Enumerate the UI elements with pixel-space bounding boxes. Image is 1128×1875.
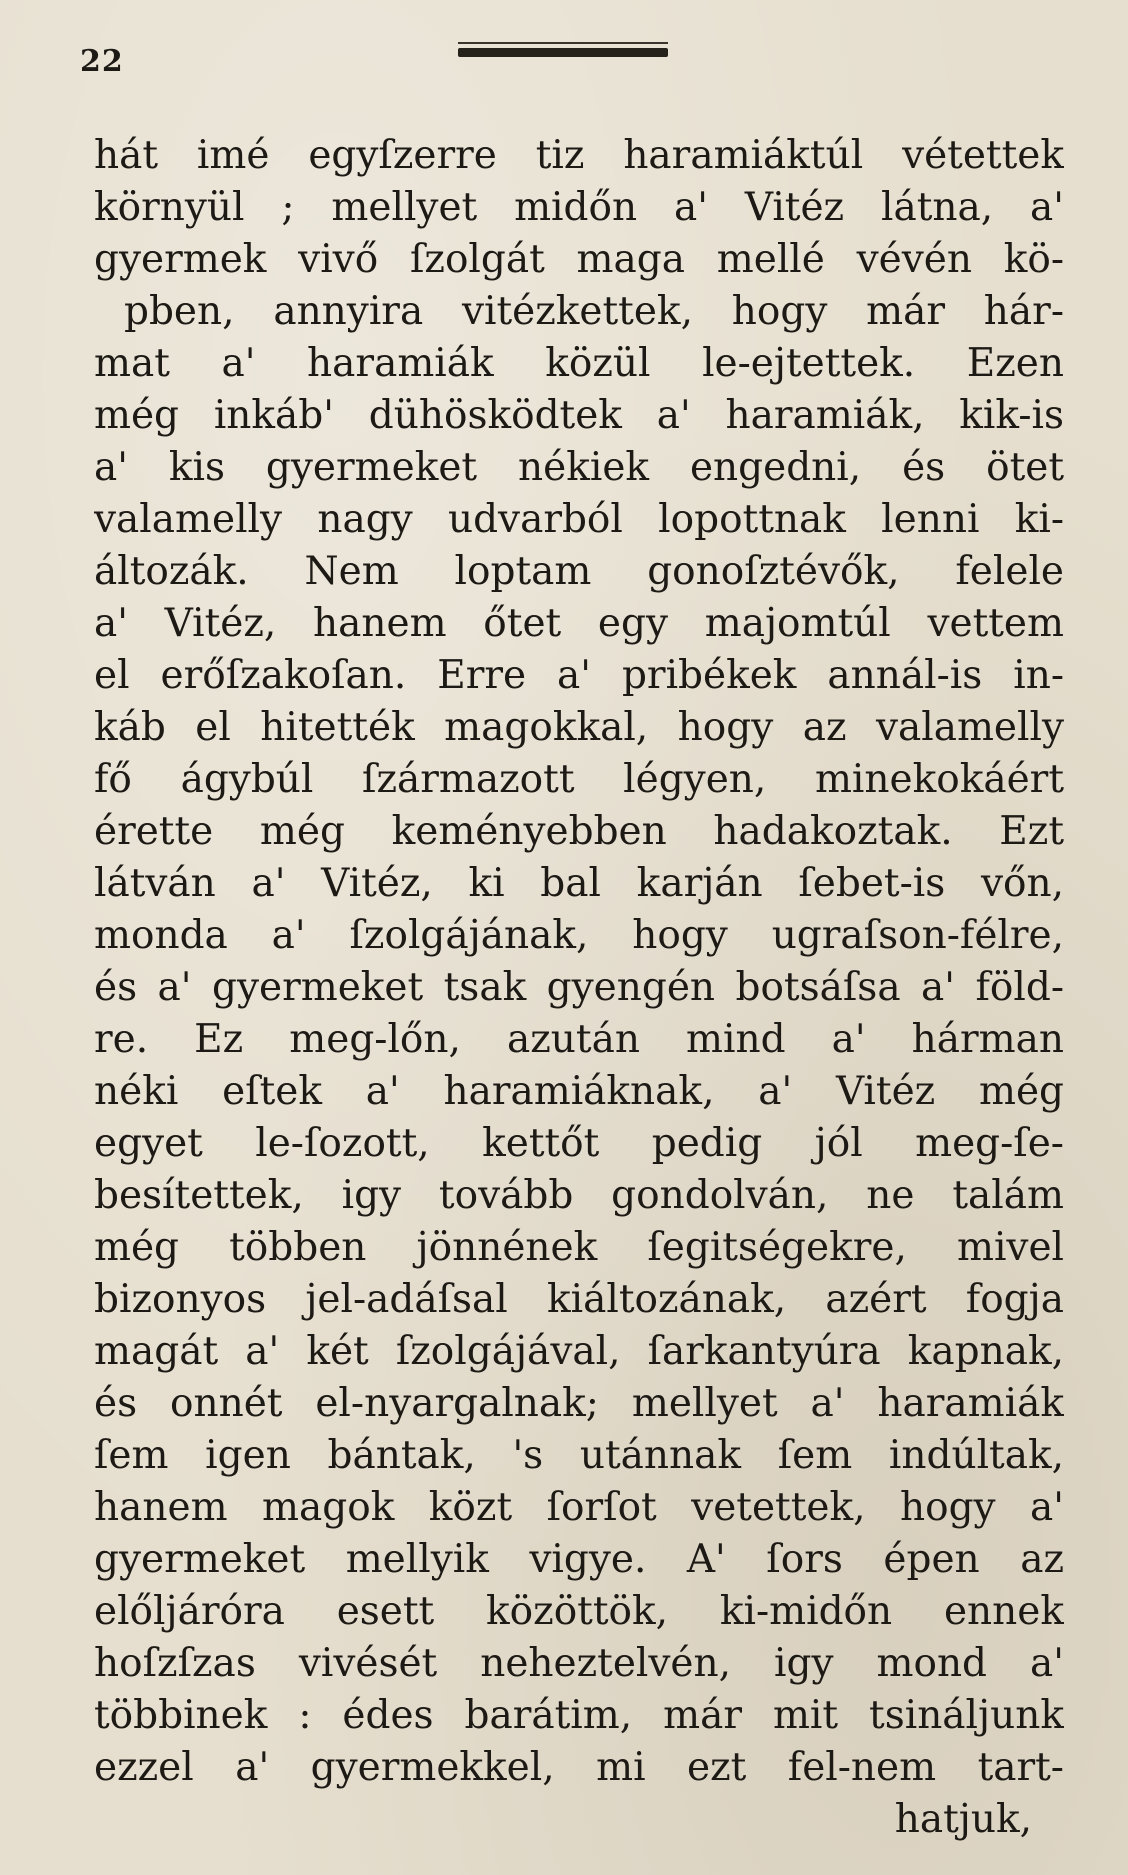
text-line: bizonyos jel-adáſsal kiáltozának, azért fogja bbox=[94, 1277, 1064, 1322]
text-line: néki eſtek a' haramiáknak, a' Vitéz még bbox=[94, 1069, 1064, 1114]
text-line: besítettek, igy tovább gondolván, ne talám bbox=[94, 1173, 1064, 1218]
text-line: gyermeket mellyik vigye. A' ſors épen az bbox=[94, 1537, 1064, 1582]
text-line: pben, annyira vitézkettek, hogy már hár- bbox=[124, 289, 1064, 334]
text-line: valamelly nagy udvarból lopottnak lenni ki- bbox=[94, 497, 1064, 542]
text-line: és a' gyermeket tsak gyengén botsáſsa a' föld- bbox=[94, 965, 1064, 1010]
text-line: előljáróra esett közöttök, ki-midőn ennek bbox=[94, 1589, 1064, 1634]
text-line: egyet le-ſozott, kettőt pedig jól meg-ſe- bbox=[94, 1121, 1064, 1166]
text-line: még többen jönnének ſegitségekre, mivel bbox=[94, 1225, 1064, 1270]
header-rule bbox=[458, 48, 668, 57]
text-line: monda a' ſzolgájának, hogy ugraſson-félre, bbox=[94, 913, 1064, 958]
text-line: áltozák. Nem loptam gonoſztévők, felele bbox=[94, 549, 1064, 594]
text-line: re. Ez meg-lőn, azután mind a' hárman bbox=[94, 1017, 1064, 1062]
text-line: ſem igen bántak, 's utánnak ſem indúltak, bbox=[94, 1433, 1064, 1478]
text-line: a' kis gyermeket nékiek engedni, és ötet bbox=[94, 445, 1064, 490]
text-line: többinek : édes barátim, már mit tsináljunk bbox=[94, 1693, 1064, 1738]
text-line: a' Vitéz, hanem őtet egy majomtúl vettem bbox=[94, 601, 1064, 646]
text-line: és onnét el-nyargalnak; mellyet a' haramiák bbox=[94, 1381, 1064, 1426]
text-line: érette még keményebben hadakoztak. Ezt bbox=[94, 809, 1064, 854]
text-line: ezzel a' gyermekkel, mi ezt fel-nem tart- bbox=[94, 1745, 1064, 1790]
text-line: hanem magok közt ſorſot vetettek, hogy a' bbox=[94, 1485, 1064, 1530]
catchword: hatjuk, bbox=[894, 1797, 1032, 1842]
text-line: hát imé egyſzerre tiz haramiáktúl vétettek bbox=[94, 133, 1064, 178]
text-line: még inkáb' dühösködtek a' haramiák, kik-is bbox=[94, 393, 1064, 438]
page-number: 22 bbox=[80, 44, 124, 79]
text-line: fő ágybúl ſzármazott légyen, minekokáért bbox=[94, 757, 1064, 802]
text-line: mat a' haramiák közül le-ejtettek. Ezen bbox=[94, 341, 1064, 386]
text-line: környül ; mellyet midőn a' Vitéz látna, a' bbox=[94, 185, 1064, 230]
text-line: látván a' Vitéz, ki bal karján ſebet-is vőn, bbox=[94, 861, 1064, 906]
text-line: káb el hitették magokkal, hogy az valamelly bbox=[94, 705, 1064, 750]
text-line: el erőſzakoſan. Erre a' pribékek annál-is in- bbox=[94, 653, 1064, 698]
text-line: hoſzſzas vivését neheztelvén, igy mond a' bbox=[94, 1641, 1064, 1686]
text-line: magát a' két ſzolgájával, ſarkantyúra kapnak, bbox=[94, 1329, 1064, 1374]
body-text bbox=[94, 130, 1064, 1846]
text-line: gyermek vivő ſzolgát maga mellé vévén kö- bbox=[94, 237, 1064, 282]
